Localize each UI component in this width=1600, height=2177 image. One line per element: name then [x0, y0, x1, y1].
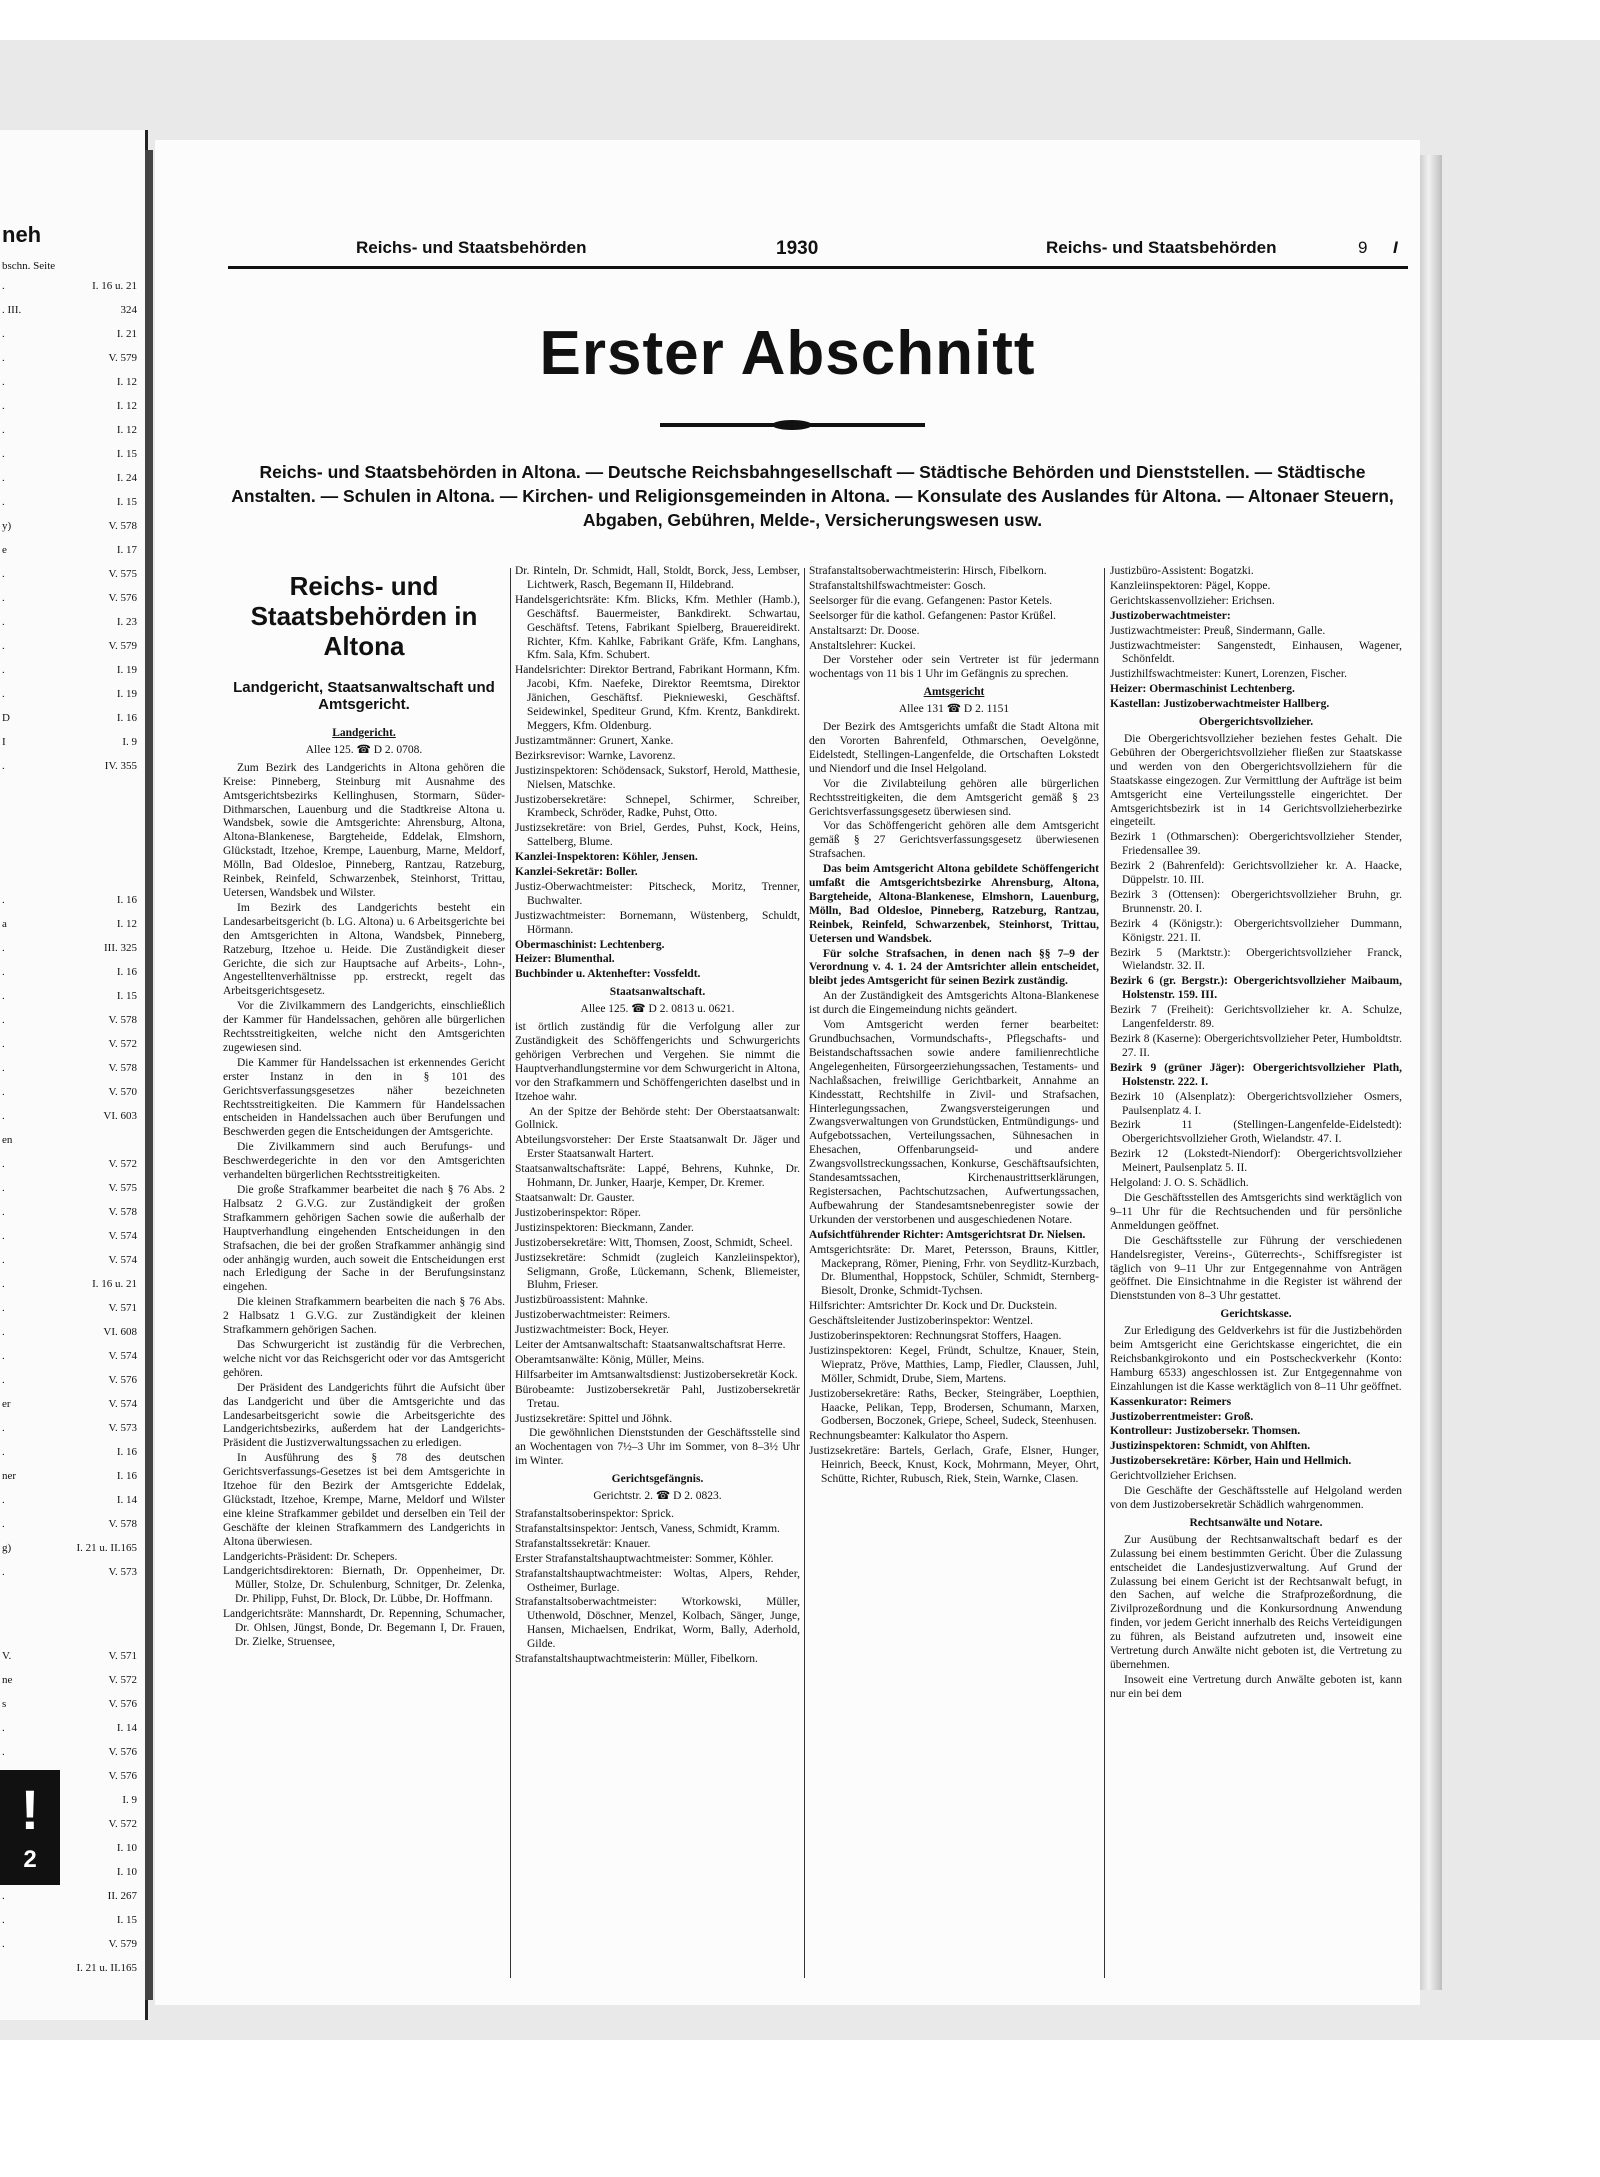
paragraph: Bezirk 12 (Lokstedt-Niendorf): Obergerichtsvollzieher Meinert, Paulsenplatz 5. II.	[1110, 1148, 1402, 1175]
heading-gerichtskasse: Gerichtskasse.	[1220, 1308, 1292, 1321]
paragraph: Das beim Amtsgericht Altona gebildete Schöffengericht umfaßt die Amtsgerichtsbezirke Ahrensburg, Altona, Bargteheide, Altona-Blankenese, Elmshorn, Lauenburg, Mölln, Bad Oldesloe, Pinneberg, Ratzeburg, Rantzau, Reinbek, Reinfeld, Schwarzenbek, Steinhorst, Trittau, Uetersen und Wandsbek.	[809, 863, 1099, 945]
paragraph: Der Vorsteher oder sein Vertreter ist für jedermann wochentags von 11 bis 1 Uhr im Gefängnis zu sprechen.	[809, 654, 1099, 681]
column-rule	[804, 568, 805, 1978]
heading-rechtsanwaelte: Rechtsanwälte und Notare.	[1189, 1516, 1323, 1529]
paragraph: Justizoberwachtmeister:	[1110, 609, 1231, 622]
paragraph: Vor das Schöffengericht gehören alle dem Amtsgericht gemäß § 27 Gerichtsverfassungsgesetz überwiesenen Strafsachen.	[809, 820, 1099, 861]
paragraph: Aufsichtführender Richter: Amtsgerichtsrat Dr. Nielsen.	[809, 1228, 1086, 1241]
left-page-index-row: . V. 571	[2, 1302, 137, 1314]
paragraph: Vor die Zivilabteilung gehören alle bürgerlichen Rechtsstreitigkeiten, die dem Amtsgericht gemäß § 23 Gerichtsverfassungsgesetz überwiesen sind.	[809, 777, 1099, 818]
left-page-index-row: e I. 17	[2, 544, 137, 556]
column-rule	[1104, 568, 1105, 1978]
paragraph: Obermaschinist: Lechtenberg.	[515, 938, 665, 951]
left-page-index-row: . V. 578	[2, 1518, 137, 1530]
left-page-index-row: . I. 19	[2, 664, 137, 676]
left-page-index-row: . I. 15	[2, 1914, 137, 1926]
paragraph: Strafanstaltsoberwachtmeisterin: Hirsch, Fibelkorn.	[809, 565, 1047, 577]
paragraph: Bezirk 4 (Königstr.): Obergerichtsvollzieher Dummann, Königstr. 221. II.	[1110, 917, 1402, 944]
paragraph: Heizer: Blumenthal.	[515, 953, 615, 966]
left-page-index-row: . I. 21	[2, 328, 137, 340]
left-page-index-row: I I. 9	[2, 736, 137, 748]
left-page-index-row: . V. 575	[2, 1182, 137, 1194]
paragraph: Landgerichts-Präsident: Dr. Schepers.	[223, 1550, 398, 1563]
page-edge-shadow	[1420, 155, 1442, 1990]
paragraph: Rechnungsbeamter: Kalkulator tho Aspern.	[809, 1430, 1009, 1443]
text-column-1	[223, 565, 505, 1985]
left-page-index-row: . VI. 608	[2, 1326, 137, 1338]
paragraph: Justizobersekretäre: Raths, Becker, Steingräber, Loepthien, Haacke, Pelikan, Tepp, Brodersen, Schumann, Marxen, Godbersen, Boczonek, Griepe, Scheel, Sudeck, Steenhusen.	[809, 1387, 1099, 1428]
page-number: 9	[1358, 238, 1368, 257]
paragraph: An der Zuständigkeit des Amtsgerichts Altona-Blankenese ist durch die Eingemeindung nichts geändert.	[809, 990, 1099, 1017]
left-page-index-row: s V. 576	[2, 1698, 137, 1710]
paragraph: Erster Strafanstaltshauptwachtmeister: Sommer, Köhler.	[515, 1552, 774, 1565]
paragraph: Seelsorger für die kathol. Gefangenen: Pastor Krüßel.	[809, 609, 1056, 622]
paragraph: Hilfsrichter: Amtsrichter Dr. Kock und Dr. Duckstein.	[809, 1300, 1058, 1313]
text-column-3	[809, 565, 1099, 1985]
paragraph: Justizobersekretäre: Schnepel, Schirmer, Schreiber, Krambeck, Schröder, Radke, Puhst, Otto.	[515, 793, 800, 820]
left-page-index-row: . V. 573	[2, 1566, 137, 1578]
left-page-index-row: . V. 579	[2, 352, 137, 364]
paragraph: Bürobeamte: Justizobersekretär Pahl, Justizobersekretär Tretau.	[515, 1383, 800, 1410]
paragraph: Die Obergerichtsvollzieher beziehen festes Gehalt. Die Gebühren der Obergerichtsvollzieher fließen zur Staatskasse und werden von den Obergerichtsvollziehern für die Staatskasse eingezogen. Zur Vermittlung der Aufträge ist beim Amtsgericht eine Verteilungsstelle eingerichtet. Der Amtsgerichtsbezirk ist in 14 Gerichtsvollzieherbezirke eingeteilt.	[1110, 732, 1402, 829]
left-page-index-row: . IV. 355	[2, 760, 137, 772]
heading-landgericht: Landgericht.	[332, 727, 396, 739]
left-page-index-row: . I. 16	[2, 1446, 137, 1458]
paragraph: Vor die Zivilkammern des Landgerichts, einschließlich der Kammer für Handelssachen, gehören alle bürgerlichen Rechtsstreitigkeiten, welche nicht den Amtsgerichten zugewiesen sind.	[223, 1000, 505, 1054]
left-page-index-row: . III. 325	[2, 942, 137, 954]
text-column-2	[515, 565, 800, 1985]
paragraph: Die große Strafkammer bearbeitet die nach § 76 Abs. 2 Halbsatz 2 G.V.G. zur Zuständigkeit der großen Strafkammern gehörigen Sachen sowie die außerhalb der Hauptverhandlung eingehenden Entscheidungen in den Strafsachen, die bei der großen Strafkammer anhängig sind oder anhängig wurden, auch soweit die Entscheidungen erst nach Erledigung der Sache in der Berufungsinstanz eingehen.	[223, 1184, 505, 1294]
paragraph: Hilfsarbeiter im Amtsanwaltsdienst: Justizobersekretär Kock.	[515, 1368, 798, 1381]
paragraph: ist örtlich zuständig für die Verfolgung aller zur Zuständigkeit des Schöffengerichts und Schwurgerichts gehörigen Verbrechen und Vergehen. Sie nimmt die Hauptverhandlungstermine vor dem Schwurgericht in Altona, vor den Strafkammern und Schöffengerichten daselbst und in Itzehoe wahr.	[515, 1021, 800, 1103]
paragraph: In Ausführung des § 78 des deutschen Gerichtsverfassungs-Gesetzes ist bei dem Amtsgerichte in Itzehoe für den Bezirk der Amtsgerichte Eddelak, Glückstadt, Itzehoe, Krempe, Marne, Meldorf und Wilster eine kleine Strafkammer gebildet und derselben ein Teil der Geschäfte der kleinen Strafkammern des Landgerichts in Altona überwiesen.	[223, 1452, 505, 1548]
left-page-index-row: V. 572	[108, 1818, 137, 1830]
paragraph: Kassenkurator: Reimers	[1110, 1395, 1232, 1408]
left-page-index-row: . I. 16	[2, 966, 137, 978]
left-page-index-row: . V. 579	[2, 640, 137, 652]
left-page-index-row: I. 9	[122, 1794, 137, 1806]
paragraph: Staatsanwaltschaftsräte: Lappé, Behrens, Kuhnke, Dr. Hohmann, Dr. Junker, Haarje, Kemper, Dr. Kremer.	[515, 1163, 800, 1190]
left-page-index-row: I. 21 u. II.165	[76, 1962, 137, 1974]
paragraph: Zum Bezirk des Landgerichts in Altona gehören die Kreise: Pinneberg, Steinburg mit Ausnahme des Amtsgerichtsbezirks Kellinghusen, Stormarn, Süder-Dithmarschen, Lauenburg und die Stadtkreise Altona u. Wandsbek, sowie die Amtsgerichte: Ahrensburg, Altona, Altona-Blankenese, Bargteheide, Eddelak, Elmshorn, Glückstadt, Itzehoe, Krempe, Lauenburg, Marne, Meldorf, Mölln, Bad Oldesloe, Pinneberg, Rantzau, Ratzeburg, Reinbek, Reinfeld, Schwarzenbek, Steinhorst, Trittau, Uetersen, Wandsbek und Wilster.	[223, 761, 505, 899]
heading-amtsgericht: Amtsgericht	[923, 686, 985, 699]
running-head-right: Reichs- und Staatsbehörden	[1046, 238, 1277, 257]
left-page-index-row: ner I. 16	[2, 1470, 137, 1482]
paragraph: Strafanstaltsoberinspektor: Sprick.	[515, 1508, 675, 1520]
paragraph: Strafanstaltshauptwachtmeisterin: Müller, Fibelkorn.	[515, 1653, 758, 1666]
left-page-header: neh	[2, 222, 42, 247]
paragraph: Geschäftsleitender Justizoberinspektor: Wentzel.	[809, 1315, 1033, 1328]
paragraph: Justizoberwachtmeister: Reimers.	[515, 1309, 671, 1322]
left-page-index-row: . V. 579	[2, 1938, 137, 1950]
paragraph: Oberamtsanwälte: König, Müller, Meins.	[515, 1353, 705, 1366]
paragraph: Justizsekretäre: von Briel, Gerdes, Puhst, Kock, Heins, Sattelberg, Blume.	[515, 822, 800, 849]
left-page-index-row: V. V. 571	[2, 1650, 137, 1662]
paragraph: Der Präsident des Landgerichts führt die Aufsicht über das Landgericht und über die Amtsgerichte und das Landesarbeitsgericht sowie die Arbeitsgerichte des Landgerichtsbezirks, außerdem hat der Landgerichts-Präsident die Justizverwaltungssachen zu erledigen.	[223, 1381, 505, 1450]
title-ornament-rule	[660, 423, 925, 427]
heading-staatsanwaltschaft: Staatsanwaltschaft.	[609, 986, 706, 999]
paragraph: Der Bezirk des Amtsgerichts umfaßt die Stadt Altona mit den Vororten Bahrenfeld, Othmarschen, Oevelgönne, Eidelstedt, Stellingen-Langenfelde, die Ortschaften Lokstedt und Niendorf und die Insel Helgoland.	[809, 721, 1099, 775]
left-page-index-row: . I. 24	[2, 472, 137, 484]
paragraph: Amtsgerichtsräte: Dr. Maret, Petersson, Brauns, Kittler, Mackeprang, Römer, Piening, Frhr. von Seydlitz-Kurzbach, Dr. Blumenthal, Hoppstock, Schüler, Schmidt, Sternberg-Biesolt, Dronke, Schmidt-Tychsen.	[809, 1243, 1099, 1298]
left-page-index-row: . V. 576	[2, 1374, 137, 1386]
running-head-year: 1930	[776, 238, 819, 259]
left-page-index-row: . I. 12	[2, 400, 137, 412]
paragraph: An der Spitze der Behörde steht: Der Oberstaatsanwalt: Gollnick.	[515, 1105, 800, 1132]
paragraph: Insoweit eine Vertretung durch Anwälte geboten ist, kann nur ein bei dem	[1110, 1673, 1402, 1700]
paragraph: Handelsgerichtsräte: Kfm. Blicks, Kfm. Methler (Hamb.), Geschäftsf. Bauermeister, Bankdirekt. Schwartau, Geschäftsf. Tetens, Fabrikant Spielberg, Brauereidirekt. Richter, Kfm. Kahlke, Fabrikant Gräfe, Kfm. Langhans, Kfm. Sala, Kfm. Schubert.	[515, 593, 800, 662]
running-head-left: Reichs- und Staatsbehörden	[356, 238, 587, 257]
left-page-index-row: er V. 574	[2, 1398, 137, 1410]
paragraph: Landgerichtsdirektoren: Biernath, Dr. Oppenheimer, Dr. Müller, Stolze, Dr. Schulenburg, Schnitger, Dr. Zelenka, Dr. Philipp, Fuhst, Dr. Block, Dr. Lübbe, Dr. Hoffmann.	[223, 1565, 505, 1606]
left-page-index-row: . V. 576	[2, 592, 137, 604]
paragraph: Bezirksrevisor: Warnke, Lavorenz.	[515, 749, 676, 762]
left-page-index-row: y) V. 578	[2, 520, 137, 532]
left-page-index-row: I. 10	[116, 1842, 137, 1854]
paragraph: Zur Ausübung der Rechtsanwaltschaft bedarf es der Zulassung bei einem bestimmten Gericht. Über die Zulassung entscheidet die Landesjustizverwaltung. Auf Grund der Zulassung bei einem Gericht ist der Rechtsanwalt befugt, in den Sachen, auf welche die Strafprozeßordnung, die Zivilprozeßordnung und die Konkursordnung Anwendung finden, vor jedem Gericht innerhalb des Reichs Verteidigungen zu führen, als Beistand aufzutreten und, insoweit eine Vertretung durch Anwälte nicht geboten ist, die Vertretung zu übernehmen.	[1110, 1533, 1402, 1671]
left-page-index-row: . V. 574	[2, 1350, 137, 1362]
paragraph: Bezirk 5 (Marktstr.): Obergerichtsvollzieher Franck, Wielandstr. 32. II.	[1110, 946, 1402, 973]
left-page-index-row: ne V. 572	[2, 1674, 137, 1686]
paragraph: Justizsekretäre: Schmidt (zugleich Kanzleiinspektor), Seligmann, Große, Lückemann, Schenk, Bliemeister, Bluhm, Frieser.	[515, 1251, 800, 1292]
left-page-index-row: . V. 572	[2, 1038, 137, 1050]
paragraph: Anstaltsarzt: Dr. Doose.	[809, 624, 920, 637]
left-page-index-row: V. 576	[108, 1770, 137, 1782]
document-page	[155, 140, 1420, 2005]
paragraph: Justizamtmänner: Grunert, Xanke.	[515, 734, 674, 747]
text-column-4	[1110, 565, 1402, 1985]
left-page-index-row: . I. 19	[2, 688, 137, 700]
paragraph: Zur Erledigung des Geldverkehrs ist für die Justizbehörden beim Amtsgericht eine Gerichtskasse eingerichtet, die ein Reichsbankgirokonto und ein Postscheckverkehr (Konto: Hamburg 6533) angeschlossen ist. Zur Entgegennahme von Einzahlungen ist die Kasse werktäglich von 8–11 Uhr geöffnet.	[1110, 1325, 1402, 1393]
paragraph: Justizinspektoren: Bieckmann, Zander.	[515, 1221, 694, 1234]
paragraph: Kanzlei-Inspektoren: Köhler, Jensen.	[515, 851, 698, 864]
paragraph: Justizbüroassistent: Mahnke.	[515, 1294, 648, 1307]
paragraph: Bezirk 1 (Othmarschen): Obergerichtsvollzieher Stender, Friedensallee 39.	[1110, 831, 1402, 858]
paragraph: Handelsrichter: Direktor Bertrand, Fabrikant Hormann, Kfm. Jacobi, Kfm. Naefeke, Direktor Reemtsma, Direktor Jänichen, Geschäftsf. Pieknieweski, Geschäftsf. Seidewinkel, Spediteur Grund, Kfm. Krentz, Bankdirekt. Meggers, Kfm. Oldenburg.	[515, 664, 800, 732]
left-page-index-row: . III. 324	[2, 304, 137, 316]
paragraph: Bezirk 11 (Stellingen-Langenfelde-Eidelstedt): Obergerichtsvollzieher Groth, Wielandstr. 47. I.	[1110, 1119, 1402, 1146]
left-page-index-row: . I. 16 u. 21	[2, 280, 137, 292]
left-page-index-row: . I. 14	[2, 1722, 137, 1734]
left-page-index-row: . I. 16 u. 21	[2, 1278, 137, 1290]
paragraph: Justizobersekretäre: Körber, Hain und Hellmich.	[1110, 1455, 1352, 1468]
paragraph: Bezirk 6 (gr. Bergstr.): Obergerichtsvollzieher Maibaum, Holstenstr. 159. III.	[1110, 975, 1402, 1002]
paragraph: Justizoberinspektor: Röper.	[515, 1206, 641, 1219]
paragraph: Abteilungsvorsteher: Der Erste Staatsanwalt Dr. Jäger und Erster Staatsanwalt Hartert.	[515, 1134, 800, 1161]
paragraph: Bezirk 9 (grüner Jäger): Obergerichtsvollzieher Plath, Holstenstr. 222. I.	[1110, 1061, 1402, 1088]
paragraph: Strafanstaltshauptwachtmeister: Woltas, Alpers, Rehder, Ostheimer, Burlage.	[515, 1567, 800, 1594]
left-page-index-row: . I. 15	[2, 990, 137, 1002]
column-rule	[510, 568, 511, 1978]
address-line: Allee 131 ☎ D 2. 1151	[898, 703, 1010, 716]
address-line: Allee 125. ☎ D 2. 0708.	[305, 743, 423, 756]
paragraph: Die Geschäfte der Geschäftsstelle auf Helgoland werden von dem Justizobersekretär Schädlich wahrgenommen.	[1110, 1485, 1402, 1511]
paragraph: Bezirk 2 (Bahrenfeld): Gerichtsvollzieher kr. A. Haacke, Düppelstr. 10. III.	[1110, 860, 1402, 887]
paragraph: Justizsekretäre: Bartels, Gerlach, Grafe, Elsner, Hunger, Heinrich, Beeck, Knust, Kock, Mohrmann, Meyer, Ohrt, Schütte, Richter, Rubusch, Riek, Stein, Warnke, Clasen.	[809, 1445, 1099, 1486]
left-page-index-row: . V. 576	[2, 1746, 137, 1758]
left-page-index-row: . V. 570	[2, 1086, 137, 1098]
paragraph: Bezirk 8 (Kaserne): Obergerichtsvollzieher Peter, Humboldtstr. 27. II.	[1110, 1033, 1402, 1059]
paragraph: Landgerichtsräte: Mannshardt, Dr. Repenning, Schumacher, Dr. Ohlsen, Jüngst, Bonde, Dr. Begemann I, Dr. Frauen, Dr. Zielke, Struensee,	[223, 1608, 505, 1648]
paragraph: Justizwachtmeister: Bornemann, Wüstenberg, Schuldt, Hörmann.	[515, 909, 800, 936]
paragraph: Kontrolleur: Justizobersekr. Thomsen.	[1110, 1425, 1301, 1438]
paragraph: Die Zivilkammern sind auch Berufungs- und Beschwerdegerichte in den vor den Amtsgerichten verhandelten bürgerlichen Rechtsstreitigkeiten.	[223, 1141, 505, 1182]
paragraph: Justizinspektoren: Kegel, Fründt, Schultze, Knauer, Stein, Wiepratz, Pröve, Matthies, Lamp, Fiedler, Claussen, Juhl, Möller, Schmidt, Drube, Siem, Martens.	[809, 1344, 1099, 1385]
paragraph: Bezirk 7 (Freiheit): Gerichtsvollzieher kr. A. Schulze, Langenfelderstr. 89.	[1110, 1004, 1402, 1031]
paragraph: Leiter der Amtsanwaltschaft: Staatsanwaltschaftsrat Herre.	[515, 1339, 786, 1352]
left-page-index-row: . V. 578	[2, 1206, 137, 1218]
left-page-index-row: . V. 574	[2, 1254, 137, 1266]
paragraph: Staatsanwalt: Dr. Gauster.	[515, 1191, 635, 1204]
volume-number: I	[1393, 238, 1398, 257]
left-page-index-row: . V. 573	[2, 1422, 137, 1434]
paragraph: Strafanstaltsinspektor: Jentsch, Vaness, Schmidt, Kramm.	[515, 1522, 780, 1535]
paragraph: Bezirk 3 (Ottensen): Obergerichtsvollzieher Bruhn, gr. Brunnenstr. 20. I.	[1110, 888, 1402, 915]
paragraph: Dr. Rinteln, Dr. Schmidt, Hall, Stoldt, Borck, Jess, Lembser, Lichtwerk, Rasch, Begemann II, Hildebrand.	[515, 565, 800, 591]
address-line: Gerichtstr. 2. ☎ D 2. 0823.	[593, 1490, 722, 1503]
left-page-index-row: . V. 575	[2, 568, 137, 580]
running-head-rule	[228, 266, 1408, 269]
paragraph: Anstaltslehrer: Kuckei.	[809, 639, 916, 652]
paragraph: Bezirk 10 (Alsenplatz): Obergerichtsvollzieher Osmers, Paulsenplatz 4. I.	[1110, 1090, 1402, 1117]
paragraph: Strafanstaltsoberwachtmeister: Wtorkowski, Müller, Uthenwold, Döschner, Menzel, Kolbach, Sänger, Junge, Hansen, Michaelsen, Endrikat, Worm, Bally, Aderhold, Gilde.	[515, 1596, 800, 1651]
left-page-index-row: . II. 267	[2, 1890, 137, 1902]
left-page-index-row: en	[2, 1134, 13, 1146]
paragraph: Vom Amtsgericht werden ferner bearbeitet: Grundbuchsachen, Vormundschafts-, Pflegschafts- und Beistandschaftssachen sowie andere familienrechtliche Angelegenheiten, Fürsorgeerziehungssachen, Testaments- und Nachlaßsachen, freiwillige Gerichtbarkeit, Annahme an Kindesstatt, Rechtshilfe in Zivil- und Strafsachen, Hinterlegungssachen, Zwangsversteigerungen und Zwangsverwaltungen von Grundstücken, Entmündigungs- und Aufgebotssachen, Verteilungssachen, Sühnesachen in Ehesachen, Offenbarungseid- und andere Zwangsvollstreckungssachen, Konkurse, Geschäftsaufsichten, Standesamtssachen, Kirchenaustrittserklärungen, Registersachen, Pachtschutzsachen, Aufwertungssachen, Aufbewahrung der Standesamtsnebenregister sowie der Urkunden der verstorbenen und ausgeschiedenen Notare.	[809, 1019, 1099, 1226]
left-page-index-row: . VI. 603	[2, 1110, 137, 1122]
paragraph: Seelsorger für die evang. Gefangenen: Pastor Ketels.	[809, 594, 1053, 607]
paragraph: Justizinspektoren: Schmidt, von Ahlften.	[1110, 1440, 1311, 1453]
paragraph: Strafanstaltshilfswachtmeister: Gosch.	[809, 579, 986, 592]
left-page-col-header: bschn. Seite	[2, 260, 56, 272]
paragraph: Helgoland: J. O. S. Schädlich.	[1110, 1177, 1249, 1190]
paragraph: Das Schwurgericht ist zuständig für die Verbrechen, welche nicht vor das Reichsgericht oder vor das Amtsgericht gehören.	[223, 1338, 505, 1379]
paragraph: Die Geschäftsstellen des Amtsgerichts sind werktäglich von 9–11 Uhr für die Rechtsuchenden und für persönliche Anmeldungen geöffnet.	[1110, 1191, 1402, 1232]
left-page-index-row: . I. 16	[2, 894, 137, 906]
paragraph: Buchbinder u. Aktenhefter: Vossfeldt.	[515, 968, 701, 981]
paragraph: Justizinspektoren: Schödensack, Sukstorf, Herold, Matthesie, Nielsen, Matschke.	[515, 764, 800, 791]
paragraph: Justizwachtmeister: Preuß, Sindermann, Galle.	[1110, 624, 1326, 637]
left-facing-page	[0, 130, 148, 2020]
section-summary: Reichs- und Staatsbehörden in Altona. — Deutsche Reichsbahngesellschaft — Städtische Behörden und Dienststellen. — Städtische Anstalten. — Schulen in Altona. — Kirchen- und Religionsgemeinden in Altona. — Konsulate des Auslandes für Altona. — Altonaer Steuern, Abgaben, Gebühren, Melde-, Versicherungswesen usw.	[231, 462, 1394, 530]
paragraph: Im Bezirk des Landgerichts besteht ein Landesarbeitsgericht (b. LG. Altona) u. 6 Arbeitsgerichte bei den Amtsgerichten in Altona, Wandsbek, Pinneberg, Ratzeburg, Itzehoe u. Heide. Die Zuständigkeit dieser Gerichte, die sich zur Hauptsache auf Arbeits-, Lohn-, Angestelltenverhältnisse pp. erstreckt, regelt das Arbeitsgerichtsgesetz.	[223, 901, 505, 998]
left-page-index-row: I. 10	[116, 1866, 137, 1878]
left-page-index-row: . V. 578	[2, 1062, 137, 1074]
paragraph: Justizsekretäre: Spittel und Jöhnk.	[515, 1412, 673, 1425]
paragraph: Gerichtskassenvollzieher: Erichsen.	[1110, 594, 1275, 607]
book-spine	[145, 150, 153, 2000]
paragraph: Justizwachtmeister: Sangenstedt, Einhausen, Wagener, Schönfeldt.	[1110, 639, 1402, 666]
left-page-index-row: g) I. 21 u. II.165	[2, 1542, 137, 1554]
paragraph: Justizobersekretäre: Witt, Thomsen, Zoost, Schmidt, Scheel.	[515, 1236, 793, 1249]
paragraph: Für solche Strafsachen, in denen nach §§ 7–9 der Verordnung v. 4. 1. 24 der Amtsrichter allein entscheidet, bleibt jedes Amtsgericht für seinen Bezirk zuständig.	[809, 947, 1099, 988]
left-page-index-row: . I. 14	[2, 1494, 137, 1506]
paragraph: Heizer: Obermaschinist Lechtenberg.	[1110, 683, 1295, 696]
paragraph: Die kleinen Strafkammern bearbeiten die nach § 76 Abs. 2 Halbsatz 1 G.V.G. zur Zuständigkeit der kleinen Strafkammern gehörigen Sachen.	[223, 1296, 505, 1337]
heading-obergerichtsvollzieher: Obergerichtsvollzieher.	[1198, 716, 1314, 729]
paragraph: Justizhilfswachtmeister: Kunert, Lorenzen, Fischer.	[1110, 668, 1347, 681]
left-page-index-row: . V. 578	[2, 1014, 137, 1026]
section-title: Erster Abschnitt	[539, 319, 1036, 388]
paragraph: Gerichtvollzieher Erichsen.	[1110, 1470, 1237, 1483]
paragraph: Strafanstaltssekretär: Knauer.	[515, 1537, 651, 1550]
paragraph: Kanzlei-Sekretär: Boller.	[515, 866, 638, 879]
left-page-index-row: . I. 12	[2, 424, 137, 436]
left-page-index-row: a I. 12	[2, 918, 137, 930]
left-page-index-row: . V. 572	[2, 1158, 137, 1170]
left-page-index-row: . I. 12	[2, 376, 137, 388]
subheading: Landgericht, Staatsanwaltschaft und Amtsgericht.	[233, 679, 495, 713]
paragraph: Justizoberrentmeister: Groß.	[1110, 1410, 1254, 1423]
paragraph: Kastellan: Justizoberwachtmeister Hallberg.	[1110, 698, 1330, 711]
running-head	[228, 238, 1408, 264]
paragraph: Justizwachtmeister: Bock, Heyer.	[515, 1324, 669, 1337]
left-page-index-row: . V. 574	[2, 1230, 137, 1242]
left-page-index-row: . I. 23	[2, 616, 137, 628]
paragraph: Justizbüro-Assistent: Bogatzki.	[1110, 565, 1254, 577]
left-page-index-row: D I. 16	[2, 712, 137, 724]
address-line: Allee 125. ☎ D 2. 0813 u. 0621.	[580, 1003, 735, 1016]
left-page-index-row: . I. 15	[2, 448, 137, 460]
paragraph: Justiz-Oberwachtmeister: Pitscheck, Moritz, Trenner, Buchwalter.	[515, 880, 800, 907]
paragraph: Die Kammer für Handelssachen ist erkennendes Gericht erster Instanz in den in § 101 des Gerichtsverfassungsgesetzes näher bezeichneten Rechtsstreitigkeiten. Die Kammern für Handelssachen entscheiden in Handelssachen auch über Berufungen und Beschwerden gegen die Entscheidungen der Amtsgerichte.	[223, 1056, 505, 1139]
paragraph: Kanzleiinspektoren: Pägel, Koppe.	[1110, 579, 1271, 592]
heading-gerichtsgefaengnis: Gerichtsgefängnis.	[611, 1473, 704, 1486]
column-heading: Reichs- und Staatsbehörden in Altona	[250, 571, 478, 661]
paragraph: Justizoberinspektoren: Rechnungsrat Stoffers, Haagen.	[809, 1330, 1062, 1343]
paragraph: Die gewöhnlichen Dienststunden der Geschäftsstelle sind an Wochentagen von 7½–3 Uhr im Sommer, von 8–3½ Uhr im Winter.	[515, 1427, 800, 1468]
paragraph: Die Geschäftsstelle zur Führung der verschiedenen Handelsregister, Vereins-, Güterrechts-, Schiffsregister ist täglich von 9–11 Uhr zur Entgegennahme von Anträgen geöffnet. Die Einsichtnahme in die Register ist während der Dienststunden von 8–3 Uhr gestattet.	[1110, 1234, 1402, 1303]
left-page-index-row: . I. 15	[2, 496, 137, 508]
left-page-black-badge: ! 2	[0, 1770, 60, 1885]
